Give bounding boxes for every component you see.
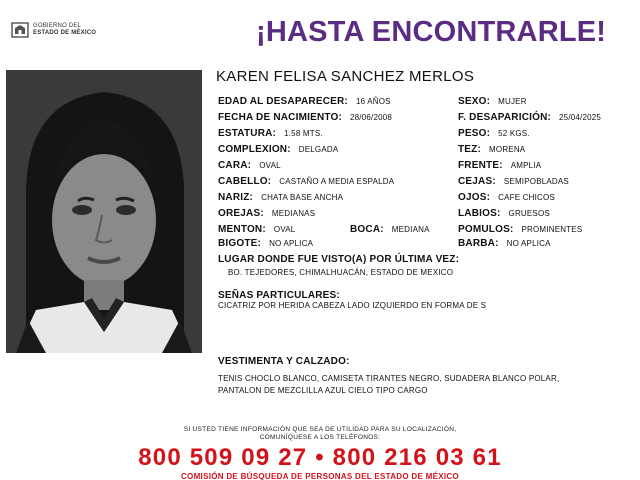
last-seen-label: LUGAR DONDE FUE VISTO(A) POR ÚLTIMA VEZ: [218, 254, 460, 265]
person-name: KAREN FELISA SANCHEZ MERLOS [216, 68, 475, 85]
field-frente-value: AMPLIA [510, 161, 542, 170]
field-peso [458, 128, 530, 140]
field-barba-value: NO APLICA [506, 239, 551, 248]
field-edad-value: 16 AÑOS [355, 97, 391, 106]
field-f-desaparicion-value: 25/04/2025 [559, 113, 602, 122]
field-cejas [458, 176, 569, 188]
field-cabello [218, 176, 394, 188]
field-complexion-value: DELGADA [298, 145, 339, 154]
field-nacimiento-label: FECHA DE NACIMIENTO: [218, 112, 342, 123]
field-bigote [218, 238, 313, 250]
field-labios-label: LABIOS: [458, 208, 501, 219]
field-tez-label: TEZ: [458, 144, 482, 155]
field-f-desaparicion-label: F. DESAPARICIÓN: [458, 112, 552, 123]
logo-line-1: GOBIERNO DEL [33, 23, 82, 29]
field-menton-value: OVAL [273, 225, 296, 234]
field-orejas-label: OREJAS: [218, 208, 264, 219]
field-pomulos [458, 224, 582, 236]
field-peso-label: PESO: [458, 128, 491, 139]
last-seen-value: BO. TEJEDORES, CHIMALHUACÁN, ESTADO DE MEXICO [228, 268, 454, 277]
field-estatura-value: 1.58 MTS. [284, 129, 323, 138]
government-logo [10, 20, 96, 40]
field-ojos [458, 192, 555, 204]
field-sexo-label: SEXO: [458, 96, 491, 107]
field-pomulos-value: PROMINENTES [521, 225, 583, 234]
field-nariz-label: NARIZ: [218, 192, 254, 203]
missing-person-photo [6, 70, 202, 353]
field-orejas-value: MEDIANAS [271, 209, 316, 218]
field-ojos-value: CAFE CHICOS [498, 193, 555, 202]
field-frente [458, 160, 541, 172]
field-menton [218, 224, 295, 236]
phone-numbers: 800 509 09 27 • 800 216 03 61 [138, 444, 502, 471]
poster-headline: ¡HASTA ENCONTRARLE! [256, 16, 607, 48]
contact-info-line-1: SI USTED TIENE INFORMACIÓN QUE SEA DE UTILIDAD PARA SU LOCALIZACIÓN, [183, 426, 457, 433]
field-barba [458, 238, 551, 250]
field-nariz-value: CHATA BASE ANCHA [261, 193, 344, 202]
field-tez-value: MORENA [489, 145, 526, 154]
field-menton-label: MENTON: [218, 224, 266, 235]
clothing-label: VESTIMENTA Y CALZADO: [218, 356, 350, 367]
field-orejas [218, 208, 315, 220]
field-barba-label: BARBA: [458, 238, 499, 249]
state-coat-of-arms-icon [10, 20, 30, 40]
clothing-line-2: PANTALON DE MEZCLILLA AZUL CIELO TIPO CARGO [218, 386, 428, 395]
contact-info-line-2: COMUNÍQUESE A LOS TELÉFONOS: [259, 434, 381, 441]
field-sexo-value: MUJER [498, 97, 527, 106]
field-nacimiento [218, 112, 392, 124]
field-ojos-label: OJOS: [458, 192, 491, 203]
field-labios-value: GRUESOS [508, 209, 550, 218]
field-cejas-value: SEMIPOBLADAS [503, 177, 569, 186]
field-cara-label: CARA: [218, 160, 252, 171]
field-nariz [218, 192, 343, 204]
field-sexo [458, 96, 527, 108]
field-peso-value: 52 KGS. [498, 129, 530, 138]
field-boca-value: MEDIANA [391, 225, 430, 234]
field-boca [350, 224, 430, 236]
field-cabello-label: CABELLO: [218, 176, 272, 187]
field-cejas-label: CEJAS: [458, 176, 496, 187]
poster-header [0, 0, 640, 62]
clothing-line-1: TENIS CHOCLO BLANCO, CAMISETA TIRANTES NEGRO, SUDADERA BLANCO POLAR, [218, 374, 560, 383]
field-cara [218, 160, 281, 172]
field-pomulos-label: POMULOS: [458, 224, 514, 235]
field-edad [218, 96, 391, 108]
field-nacimiento-value: 28/06/2008 [350, 113, 393, 122]
field-complexion-label: COMPLEXION: [218, 144, 291, 155]
field-estatura-label: ESTATURA: [218, 128, 277, 139]
field-bigote-value: NO APLICA [269, 239, 314, 248]
field-complexion [218, 144, 338, 156]
field-cabello-value: CASTAÑO A MEDIA ESPALDA [279, 177, 395, 186]
field-bigote-label: BIGOTE: [218, 238, 262, 249]
field-tez [458, 144, 525, 156]
field-labios [458, 208, 550, 220]
marks-label: SEÑAS PARTICULARES: [218, 290, 340, 301]
commission-name: COMISIÓN DE BÚSQUEDA DE PERSONAS DEL ESTADO DE MÉXICO [180, 472, 459, 480]
field-edad-label: EDAD AL DESAPARECER: [218, 96, 348, 107]
field-f-desaparicion [458, 112, 601, 124]
logo-line-2: ESTADO DE MÉXICO [33, 30, 97, 36]
field-cara-value: OVAL [259, 161, 281, 170]
field-frente-label: FRENTE: [458, 160, 503, 171]
field-estatura [218, 128, 323, 140]
field-boca-label: BOCA: [350, 224, 384, 235]
marks-value: CICATRIZ POR HERIDA CABEZA LADO IZQUIERDO EN FORMA DE S [218, 301, 487, 310]
